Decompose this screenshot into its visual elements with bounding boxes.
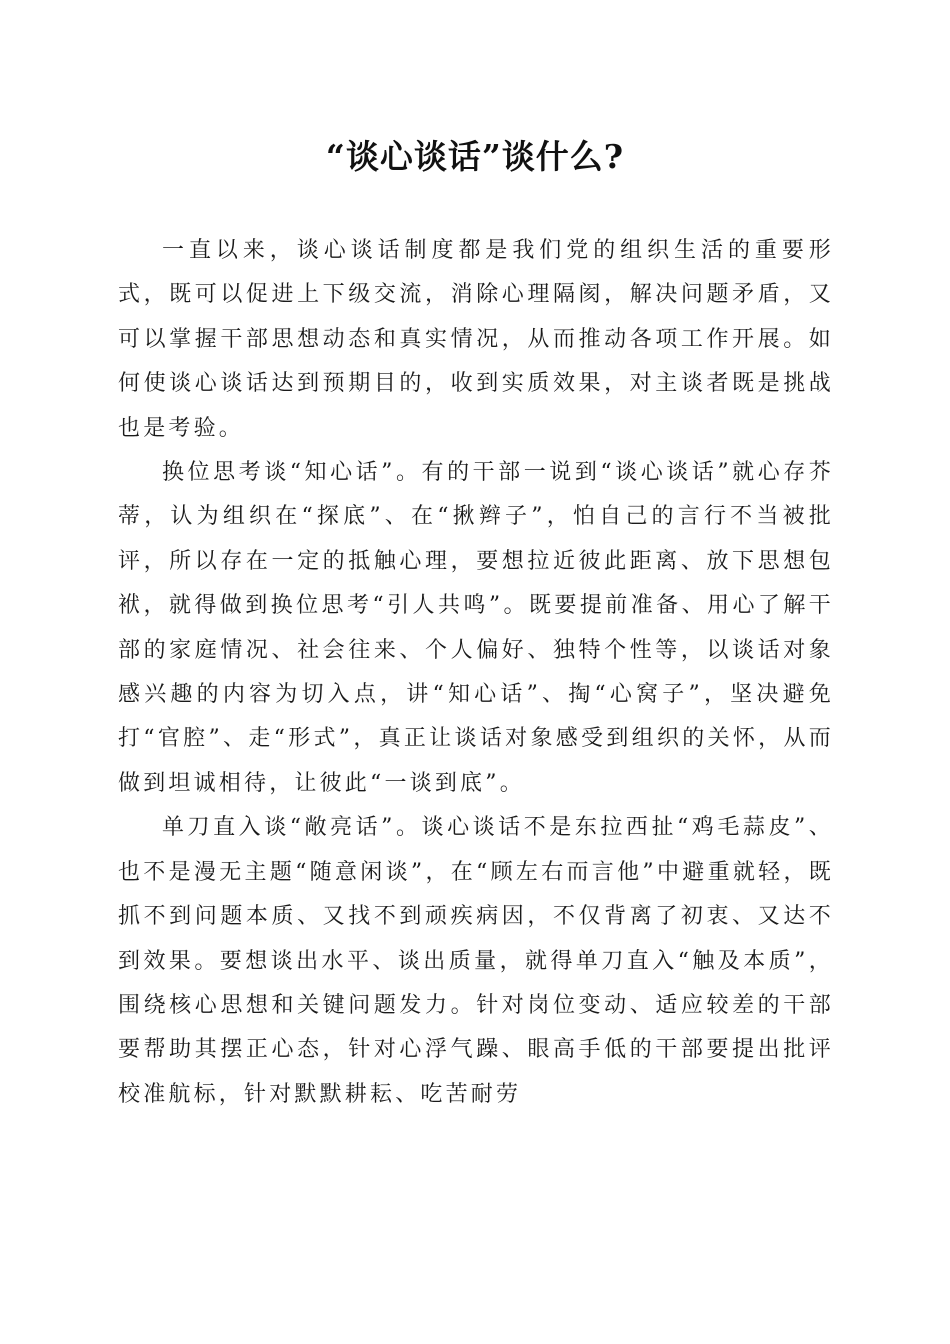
page-title: “谈心谈话”谈什么? [325,137,625,176]
paragraph-intro: 一直以来，谈心谈话制度都是我们党的组织生活的重要形式，既可以促进上下级交流，消除心理隔阂，解决问题矛盾，又可以掌握干部思想动态和真实情况，从而推动各项工作开展。如何使谈心谈话达到预期目的，收到实质效果，对主谈者既是挑战也是考验。 [118,238,834,441]
article-body [118,229,834,1117]
paragraph-heart-talk: 换位思考谈“知心话”。有的干部一说到“谈心谈话”就心存芥蒂，认为组织在“探底”、在“揪辫子”，怕自己的言行不当被批评，所以存在一定的抵触心理，要想拉近彼此距离、放下思想包袱，就得做到换位思考“引人共鸣”。既要提前准备、用心了解干部的家庭情况、社会往来、个人偏好、独特个性等，以谈话对象感兴趣的内容为切入点，讲“知心话”、掏“心窝子”，坚决避免打“官腔”、走“形式”，真正让谈话对象感受到组织的关怀，从而做到坦诚相待，让彼此“一谈到底”。 [118,460,834,796]
paragraph-direct-talk: 单刀直入谈“敞亮话”。谈心谈话不是东拉西扯“鸡毛蒜皮”、也不是漫无主题“随意闲谈”，在“顾左右而言他”中避重就轻，既抓不到问题本质、又找不到顽疾病因，不仅背离了初衷、又达不到效果。要想谈出水平、谈出质量，就得单刀直入“触及本质”，围绕核心思想和关键问题发力。针对岗位变动、适应较差的干部要帮助其摆正心态，针对心浮气躁、眼高手低的干部要提出批评校准航标，针对默默耕耘、吃苦耐劳 [118,815,834,1107]
